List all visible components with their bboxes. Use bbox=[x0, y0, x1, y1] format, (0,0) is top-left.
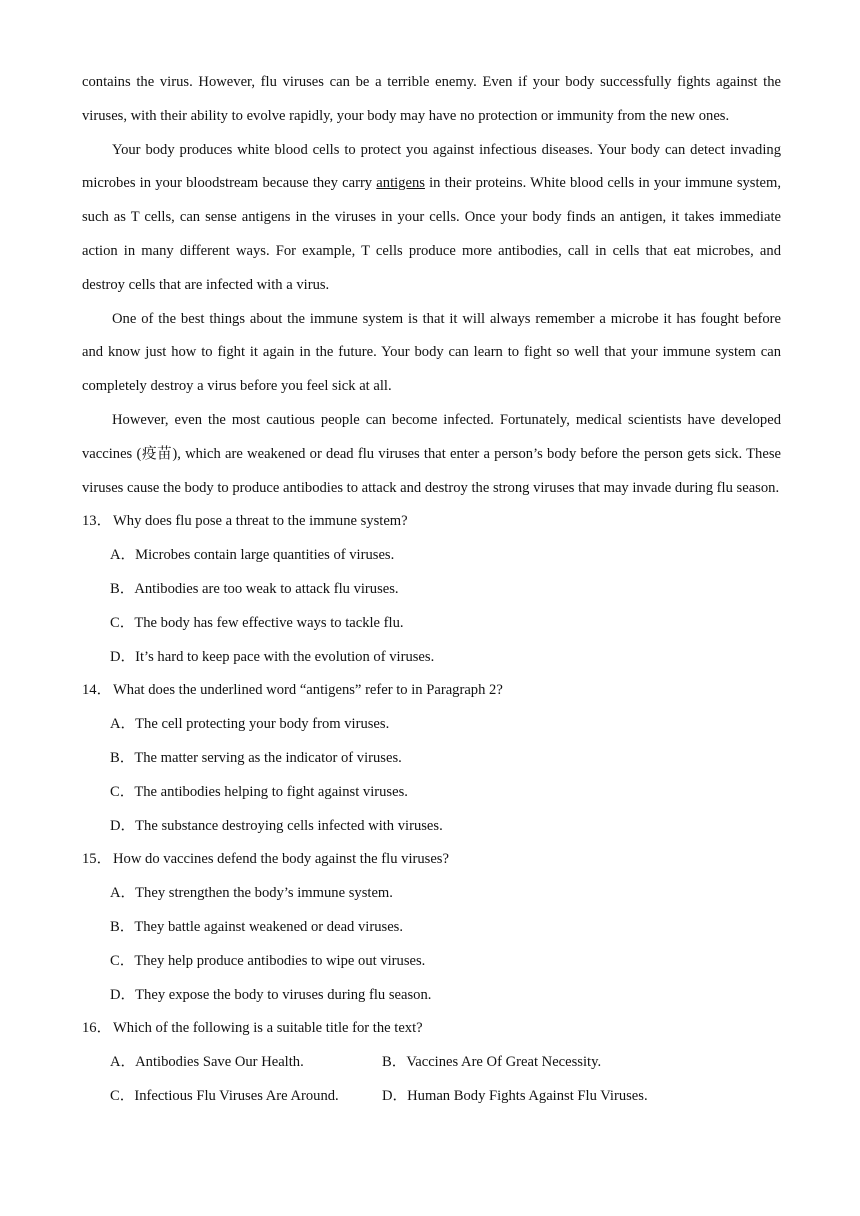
question-text: Why does flu pose a threat to the immune system? bbox=[113, 513, 408, 530]
question-number: 15． bbox=[82, 851, 112, 868]
options-16-row-1 bbox=[82, 1046, 781, 1080]
paragraph-2-text-end: in their proteins. White blood cells in your immune system, such as T cells, can sense antigens in the viruses in your cells. Once your body finds an antigen, it takes immediate action in many different ways. For example, T cells produce more antibodies, call in cells that eat microbes, and destroy cells that are infected with a virus. bbox=[82, 175, 782, 293]
option-14-c: C．The antibodies helping to fight against viruses. bbox=[110, 783, 408, 800]
passage-paragraph-2 bbox=[82, 134, 781, 303]
option-16-c: C．Infectious Flu Viruses Are Around. bbox=[110, 1087, 339, 1104]
option-15-b: B．They battle against weakened or dead viruses. bbox=[110, 918, 403, 935]
option-16-d: D．Human Body Fights Against Flu Viruses. bbox=[382, 1087, 648, 1104]
question-number: 13． bbox=[82, 513, 112, 530]
question-text: What does the underlined word “antigens” refer to in Paragraph 2? bbox=[113, 682, 503, 699]
option-14-b: B．The matter serving as the indicator of viruses. bbox=[110, 749, 402, 766]
option-15-c: C．They help produce antibodies to wipe out viruses. bbox=[110, 952, 426, 969]
option-15-d: D．They expose the body to viruses during flu season. bbox=[110, 986, 432, 1003]
document-page bbox=[82, 66, 781, 1114]
underlined-word-antigens: antigens bbox=[376, 175, 425, 192]
passage-paragraph-3: One of the best things about the immune system is that it will always remember a microbe it has fought before and know just how to fight it again in the future. Your body can learn to fight so well that your immune system can completely destroy a virus before you feel sick at all. bbox=[82, 310, 781, 395]
question-number: 16． bbox=[82, 1020, 112, 1037]
option-13-a: A．Microbes contain large quantities of viruses. bbox=[110, 547, 395, 564]
option-16-a: A．Antibodies Save Our Health. bbox=[110, 1054, 304, 1071]
question-number: 14． bbox=[82, 682, 112, 699]
question-text: Which of the following is a suitable title for the text? bbox=[113, 1020, 423, 1037]
passage-paragraph-4: However, even the most cautious people can become infected. Fortunately, medical scientists have developed vaccines (疫苗), which are weakened or dead flu viruses that enter a person’s body before the person gets sick. These viruses cause the body to produce antibodies to attack and destroy the strong viruses that may invade during flu season. bbox=[82, 411, 781, 496]
option-13-c: C．The body has few effective ways to tackle flu. bbox=[110, 614, 404, 631]
question-14 bbox=[82, 674, 781, 708]
passage-paragraph-1: contains the virus. However, flu viruses can be a terrible enemy. Even if your body successfully fights against the viruses, with their ability to evolve rapidly, your body may have no protection or immunity from the new ones. bbox=[82, 74, 781, 124]
option-16-b: B．Vaccines Are Of Great Necessity. bbox=[382, 1054, 602, 1071]
option-13-d: D．It’s hard to keep pace with the evolution of viruses. bbox=[110, 648, 435, 665]
option-14-d: D．The substance destroying cells infected with viruses. bbox=[110, 817, 443, 834]
question-13 bbox=[82, 505, 781, 539]
question-16 bbox=[82, 1012, 781, 1046]
options-16-row-2 bbox=[82, 1080, 781, 1114]
option-15-a: A．They strengthen the body’s immune system. bbox=[110, 885, 393, 902]
question-text: How do vaccines defend the body against the flu viruses? bbox=[113, 851, 449, 868]
option-13-b: B．Antibodies are too weak to attack flu viruses. bbox=[110, 580, 399, 597]
option-14-a: A．The cell protecting your body from viruses. bbox=[110, 716, 390, 733]
question-15 bbox=[82, 843, 781, 877]
paragraph-2-text-start: Your body produces white blood cells to protect you against infectious diseases. Your body can detect invading microbes in your bloodstream because they carry bbox=[82, 141, 781, 192]
